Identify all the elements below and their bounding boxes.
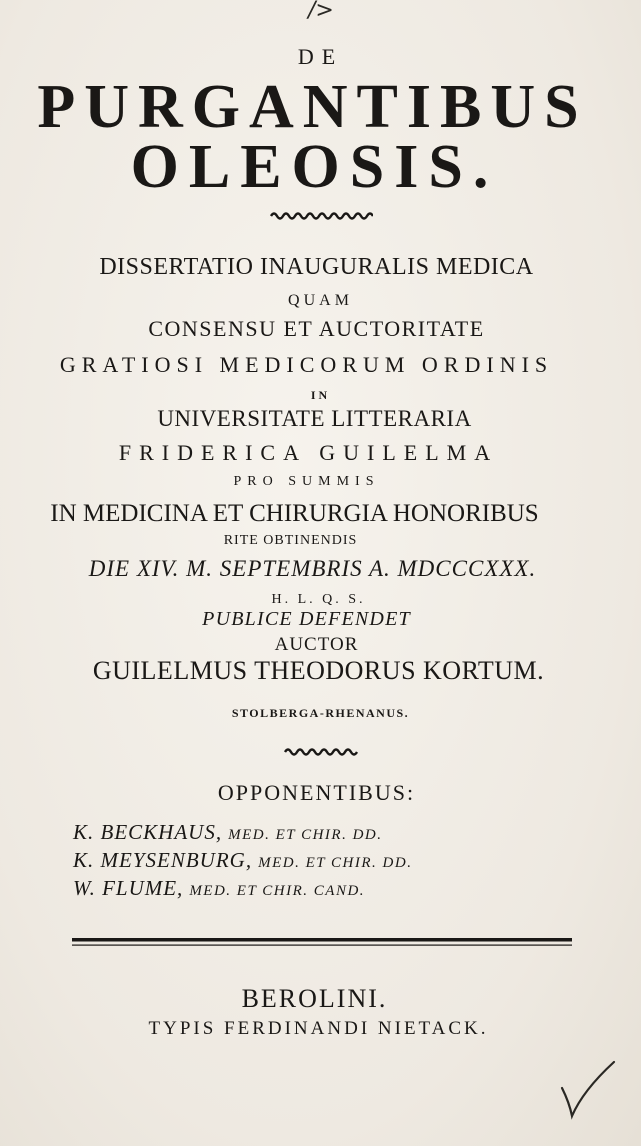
consensu-line: CONSENSU ET AUCTORITATE [148,316,485,341]
opponent-entry [73,820,382,845]
date-line: DIE XIV. M. SEPTEMBRIS A. MDCCCXXX. [88,556,537,581]
opponent-entry [73,876,365,901]
friderica-line: FRIDERICA GUILELMA [118,440,499,465]
gratiosi-line: GRATIOSI MEDICORUM ORDINIS [59,352,554,377]
opponent-degree: MED. ET CHIR. DD. [258,855,413,871]
in-line: IN [310,388,331,402]
origin-line: STOLBERGA-RHENANUS. [231,706,410,720]
quam-line: QUAM [288,292,353,309]
pro-summis-line: PRO SUMMIS [233,474,380,489]
handwritten-mark: /> [308,0,334,23]
title-line-1: PURGANTIBUS [37,73,588,141]
opponents-heading: OPPONENTIBUS: [217,780,416,805]
title-line-2: OLEOSIS. [130,133,499,201]
author-name: GUILELMUS THEODORUS KORTUM. [92,656,545,685]
imprint-printer: TYPIS FERDINANDI NIETACK. [148,1018,489,1039]
opponent-name: K. BECKHAUS, [73,820,223,844]
opponent-entry [73,848,412,873]
opponent-name: K. MEYSENBURG, [73,848,253,872]
auctor-line: AUCTOR [274,634,359,655]
rite-line: RITE OBTINENDIS [223,533,358,548]
opponent-degree: MED. ET CHIR. CAND. [189,883,366,899]
universitate-line: UNIVERSITATE LITTERARIA [157,406,472,431]
ornament-rule-middle [0,742,641,761]
opponent-name: W. FLUME, [73,876,184,900]
in-medicina-line: IN MEDICINA ET CHIRURGIA HONORIBUS [50,500,539,527]
imprint-city: BEROLINI. [241,984,388,1013]
double-rule-divider [72,936,572,950]
hlqs-line: H. L. Q. S. [271,592,366,607]
dissertation-line: DISSERTATIO INAUGURALIS MEDICA [99,254,534,280]
opponent-degree: MED. ET CHIR. DD. [228,827,383,843]
publice-line: PUBLICE DEFENDET [202,608,411,630]
pencil-checkmark-icon [558,1058,618,1120]
ornament-rule-top [0,206,641,225]
de-line: DE [297,44,344,69]
